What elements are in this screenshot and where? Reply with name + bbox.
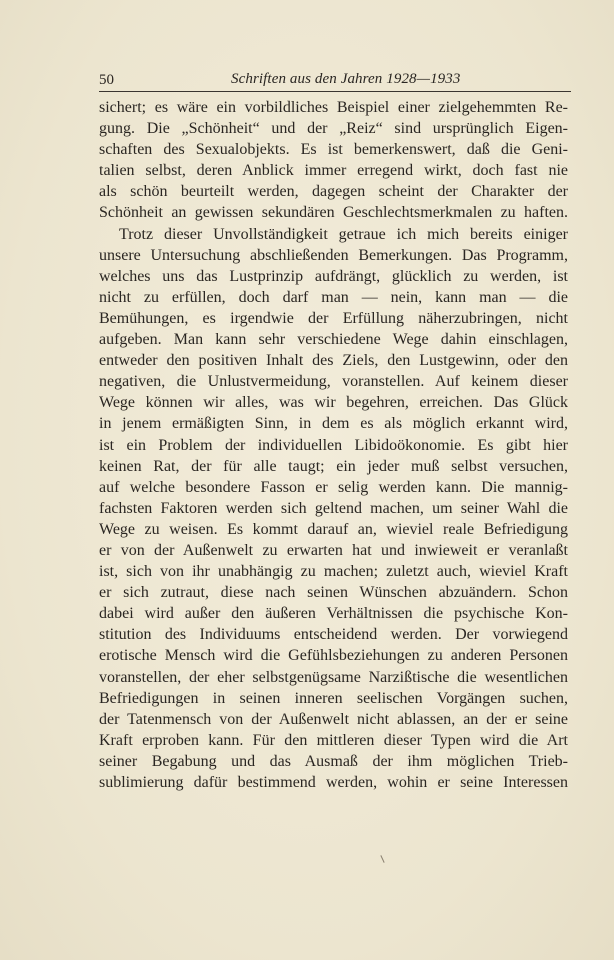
text-line: auf welche besondere Fasson er selig werden kann. Die mannig- [99, 478, 568, 496]
text-line: ist, sich von ihr unabhängig zu machen; zuletzt auch, wieviel Kraft [99, 563, 568, 581]
paper-blemish [380, 855, 384, 863]
text-line: dabei wird außer den äußeren Verhältnissen die psychische Kon- [99, 605, 568, 623]
text-line: Bemühungen, es irgendwie der Erfüllung näherzubringen, nicht [99, 309, 568, 327]
text-line: erotische Mensch wird die Gefühlsbeziehungen zu anderen Personen [99, 647, 568, 665]
text-line: voranstellen, der eher selbstgenügsame Narzißtische die wesentlichen [99, 668, 568, 686]
text-line: aufgeben. Man kann sehr verschiedene Wege dahin einschlagen, [99, 331, 568, 349]
text-line: Kraft erproben kann. Für den mittleren dieser Typen wird die Art [99, 731, 568, 749]
text-line: gung. Die „Schönheit“ und der „Reiz“ sind ursprünglich Eigen- [99, 120, 568, 138]
text-line: unsere Untersuchung abschließenden Bemerkungen. Das Programm, [99, 246, 568, 264]
text-line: Befriedigungen in seinen inneren seelischen Vorgängen suchen, [99, 689, 568, 707]
text-line: er sich zutraut, diese nach seinen Wünschen abzuändern. Schon [99, 584, 568, 602]
header-rule [99, 91, 571, 92]
text-line: schaften des Sexualobjekts. Es ist bemerkenswert, daß die Geni- [99, 141, 568, 159]
text-line: er von der Außenwelt zu erwarten hat und inwieweit er veranlaßt [99, 541, 568, 559]
text-line: seiner Begabung und das Ausmaß der ihm möglichen Trieb- [99, 752, 568, 770]
paragraph-first-line: Trotz dieser Unvollständigkeit getraue ich mich bereits einiger [119, 225, 568, 243]
body-text [99, 97, 568, 793]
text-line: Wege können wir alles, was wir begehren, erreichen. Das Glück [99, 394, 568, 412]
running-title: Schriften aus den Jahren 1928—1933 [231, 71, 461, 87]
text-line: Wege zu weisen. Es kommt darauf an, wieviel reale Befriedigung [99, 520, 568, 538]
text-line: in jenem ermäßigten Sinn, in dem es als möglich erkannt wird, [99, 415, 568, 433]
text-line: sichert; es wäre ein vorbildliches Beispiel einer zielgehemmten Re- [99, 99, 568, 116]
text-line: fachsten Faktoren werden sich geltend machen, um seiner Wahl die [99, 499, 568, 517]
text-line: nicht zu erfüllen, doch darf man — nein, kann man — die [99, 288, 568, 306]
text-line: talien selbst, deren Anblick immer erregend wirkt, doch fast nie [99, 162, 568, 180]
text-line: negativen, die Unlustvermeidung, voranstellen. Auf keinem dieser [99, 373, 568, 391]
text-line: als schön beurteilt werden, dagegen scheint der Charakter der [99, 183, 568, 201]
text-line: der Tatenmensch von der Außenwelt nicht ablassen, an der er seine [99, 710, 568, 728]
text-line: sublimierung dafür bestimmend werden, wohin er seine Interessen [99, 774, 568, 791]
text-line: welches uns das Lustprinzip aufdrängt, glücklich zu werden, ist [99, 267, 568, 285]
text-line: Schönheit an gewissen sekundären Geschlechtsmerkmalen zu haften. [99, 204, 568, 222]
text-line: stitution des Individuums entscheidend werden. Der vorwiegend [99, 626, 568, 644]
text-line: ist ein Problem der individuellen Libidoökonomie. Es gibt hier [99, 436, 568, 454]
text-line: entweder den positiven Inhalt des Ziels, den Lustgewinn, oder den [99, 352, 568, 370]
running-header [99, 70, 570, 92]
page-number: 50 [99, 72, 114, 88]
text-line: keinen Rat, der für alle taugt; ein jeder muß selbst versuchen, [99, 457, 568, 475]
